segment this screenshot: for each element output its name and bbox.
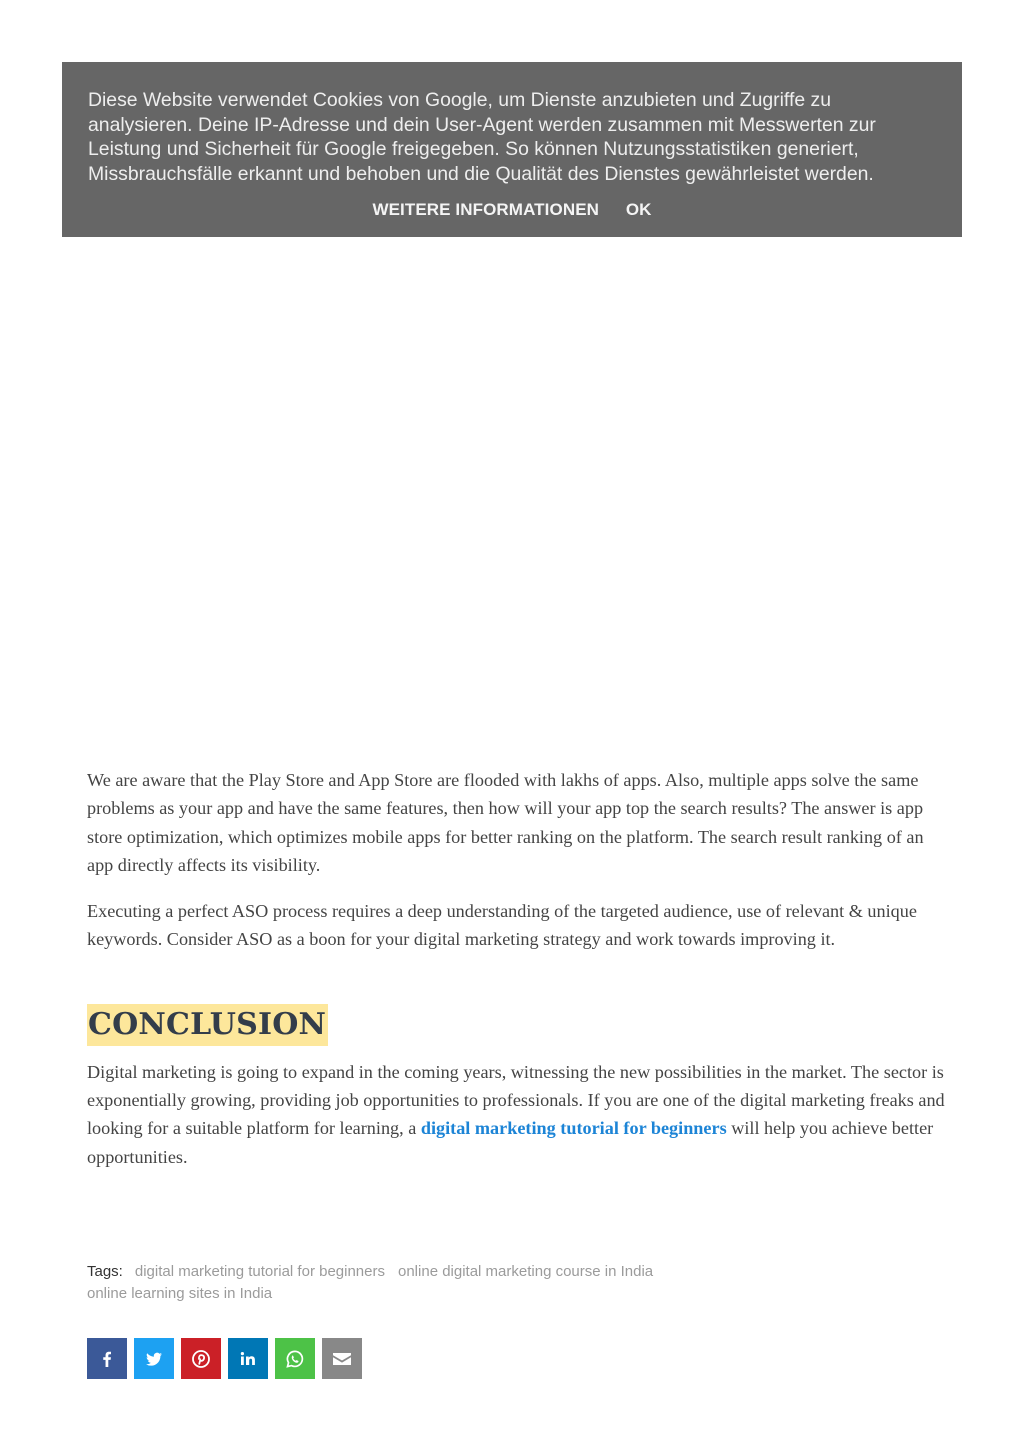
share-whatsapp-button[interactable] [275, 1338, 315, 1379]
envelope-icon [331, 1349, 353, 1369]
cookie-message: Diese Website verwendet Cookies von Google, um Dienste anzubieten und Zugriffe zu analysieren. Deine IP-Adresse und dein User-Agent werden zusammen mit Messwerten zur Leistung und Sicherheit für Google freigegeben. So können Nutzungsstatistiken generiert, Missbrauchsfälle erkannt und behoben und die Qualität des Dienstes gewährleistet werden. [88, 89, 876, 185]
conclusion-paragraph [87, 1058, 947, 1171]
tag-link[interactable]: digital marketing tutorial for beginners [134, 1263, 385, 1280]
conclusion-heading: CONCLUSION [87, 1004, 328, 1046]
share-twitter-button[interactable] [134, 1338, 174, 1379]
tags-label: Tags: [87, 1263, 123, 1280]
cookie-actions [62, 200, 962, 220]
tags-list [87, 1261, 787, 1305]
share-pinterest-button[interactable] [181, 1338, 221, 1379]
share-linkedin-button[interactable] [228, 1338, 268, 1379]
article-body [87, 766, 947, 1189]
share-buttons [87, 1338, 369, 1379]
tag-link[interactable]: online digital marketing course in India [398, 1263, 654, 1280]
facebook-icon [97, 1349, 117, 1369]
linkedin-icon [238, 1349, 258, 1369]
pinterest-icon [191, 1349, 211, 1369]
ok-button[interactable]: OK [625, 200, 652, 219]
whatsapp-icon [285, 1349, 305, 1369]
article-paragraph: Executing a perfect ASO process requires a deep understanding of the targeted audience, use of relevant & unique keywords. Consider ASO as a boon for your digital marketing strategy and work towards improving it. [87, 901, 917, 950]
conclusion-text-end: will help you achieve better opportunities. [87, 1118, 934, 1167]
share-email-button[interactable] [322, 1338, 362, 1379]
tag-link[interactable]: online learning sites in India [87, 1285, 273, 1302]
share-facebook-button[interactable] [87, 1338, 127, 1379]
cookie-consent-banner [62, 62, 962, 237]
tutorial-link[interactable]: digital marketing tutorial for beginners [420, 1118, 727, 1139]
conclusion-text: Digital marketing is going to expand in the coming years, witnessing the new possibilities in the market. The sector is exponentially growing, providing job opportunities to professionals. If you are one of the digital marketing freaks and looking for a suitable platform for learning, a [87, 1061, 945, 1139]
more-info-link[interactable]: WEITERE INFORMATIONEN [372, 200, 600, 219]
twitter-icon [144, 1349, 164, 1369]
article-paragraph: We are aware that the Play Store and App Store are flooded with lakhs of apps. Also, multiple apps solve the same problems as your app and have the same features, then how will your app top the search results? The answer is app store optimization, which optimizes mobile apps for better ranking on the platform. The search result ranking of an app directly affects its visibility. [87, 770, 924, 875]
